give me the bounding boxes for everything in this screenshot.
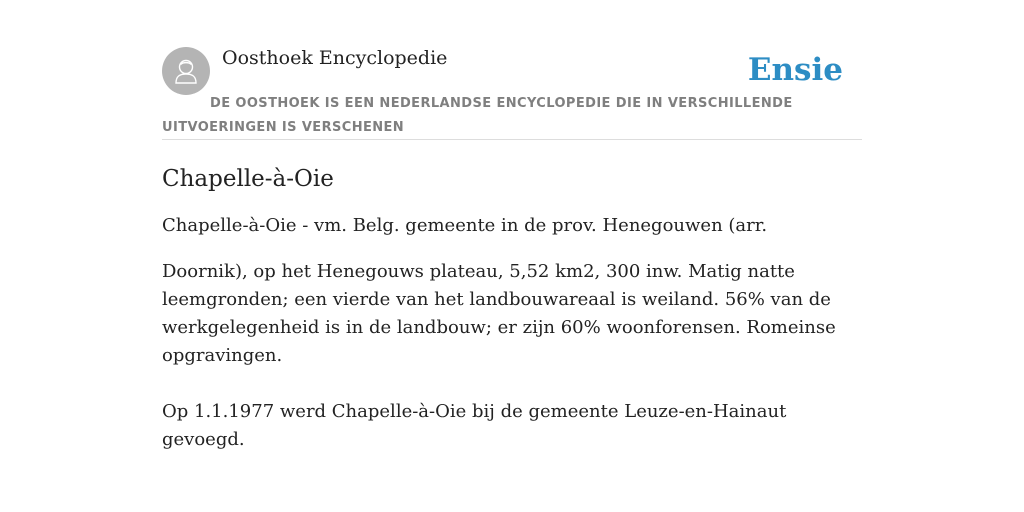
article-paragraph: Chapelle-à-Oie - vm. Belg. gemeente in de prov. Henegouwen (arr.: [162, 215, 768, 236]
page-content: [162, 46, 862, 454]
site-tagline: DE OOSTHOEK IS EEN NEDERLANDSE ENCYCLOPEDIE DIE IN VERSCHILLENDE UITVOERINGEN IS VERSCHENEN: [162, 96, 793, 135]
user-avatar-icon[interactable]: [162, 47, 210, 95]
ensie-logo[interactable]: Ensie: [747, 52, 843, 88]
article-paragraph: Op 1.1.1977 werd Chapelle-à-Oie bij de gemeente Leuze-en-Hainaut gevoegd.: [162, 401, 787, 450]
site-header: [162, 46, 862, 140]
site-name[interactable]: Oosthoek Encyclopedie: [222, 47, 448, 69]
article-paragraph: Doornik), op het Henegouws plateau, 5,52 km2, 300 inw. Matig natte leemgronden; een vierde van het landbouwareaal is weiland. 56% van de werkgelegenheid is in de landbouw; er zijn 60% woonforensen. Romeinse opgravingen.: [162, 261, 836, 366]
article-title: Chapelle-à-Oie: [162, 166, 334, 192]
